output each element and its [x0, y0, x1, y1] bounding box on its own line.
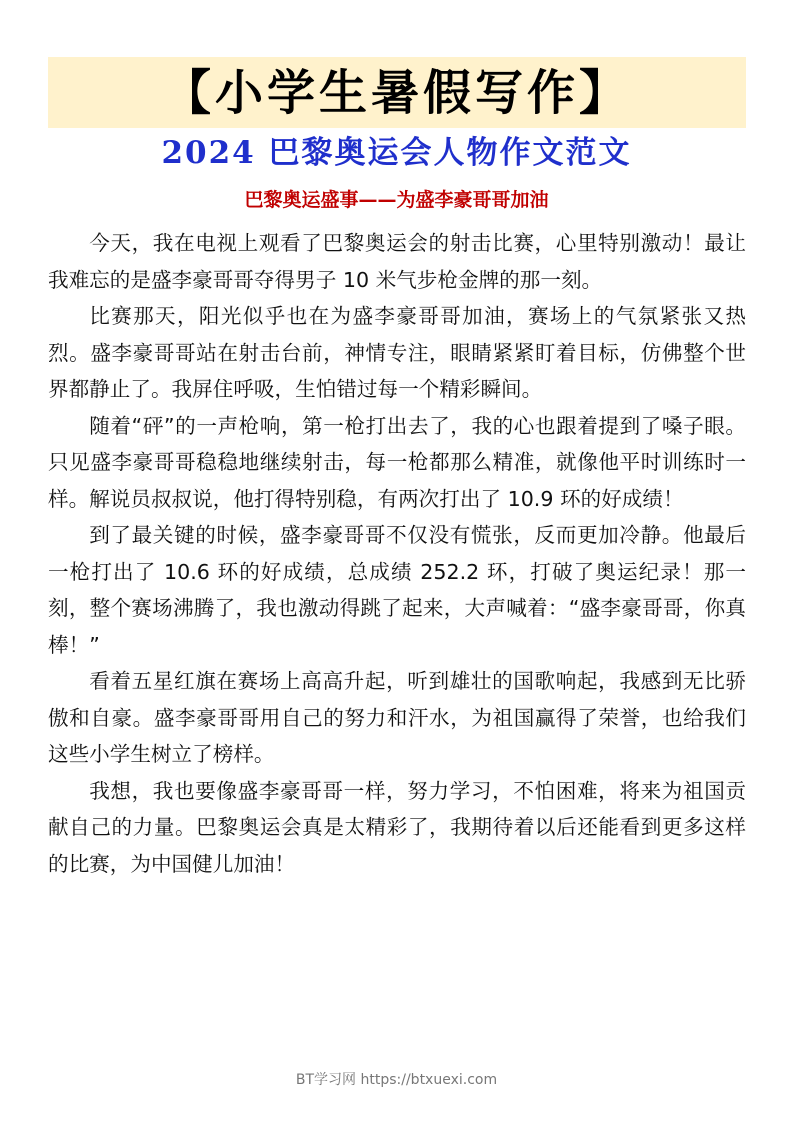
footer-watermark: BT学习网 https://btxuexi.com [295, 1072, 498, 1088]
paragraph: 随着“砰”的一声枪响，第一枪打出去了，我的心也跟着提到了嗓子眼。只见盛李豪哥哥稳稳地继续射击，每一枪都那么精准，就像他平时训练时一样。解说员叔叔说，他打得特别稳，有两次打出了 10.9 环的好成绩！ [48, 413, 746, 511]
essay-title: 巴黎奥运盛事——为盛李豪哥哥加油 [244, 189, 549, 211]
essay-body [48, 225, 746, 882]
banner-title: 【小学生暑假写作】 [162, 64, 631, 121]
paragraph: 今天，我在电视上观看了巴黎奥运会的射击比赛，心里特别激动！最让我难忘的是盛李豪哥哥夺得男子 10 米气步枪金牌的那一刻。 [48, 231, 746, 292]
header-banner [48, 57, 746, 128]
paragraph: 我想，我也要像盛李豪哥哥一样，努力学习，不怕困难，将来为祖国贡献自己的力量。巴黎奥运会真是太精彩了，我期待着以后还能看到更多这样的比赛，为中国健儿加油！ [48, 778, 746, 876]
paragraph: 看着五星红旗在赛场上高高升起，听到雄壮的国歌响起，我感到无比骄傲和自豪。盛李豪哥哥用自己的努力和汗水，为祖国赢得了荣誉，也给我们这些小学生树立了榜样。 [48, 669, 746, 766]
page-subtitle: 2024 巴黎奥运会人物作文范文 [161, 135, 632, 171]
paragraph: 比赛那天，阳光似乎也在为盛李豪哥哥加油，赛场上的气氛紧张又热烈。盛李豪哥哥站在射击台前，神情专注，眼睛紧紧盯着目标，仿佛整个世界都静止了。我屏住呼吸，生怕错过每一个精彩瞬间。 [48, 304, 746, 401]
paragraph: 到了最关键的时候，盛李豪哥哥不仅没有慌张，反而更加冷静。他最后一枪打出了 10.6 环的好成绩，总成绩 252.2 环，打破了奥运纪录！那一刻，整个赛场沸腾了，我也激动得跳了起来，大声喊着：“盛李豪哥哥，你真棒！” [48, 523, 746, 657]
